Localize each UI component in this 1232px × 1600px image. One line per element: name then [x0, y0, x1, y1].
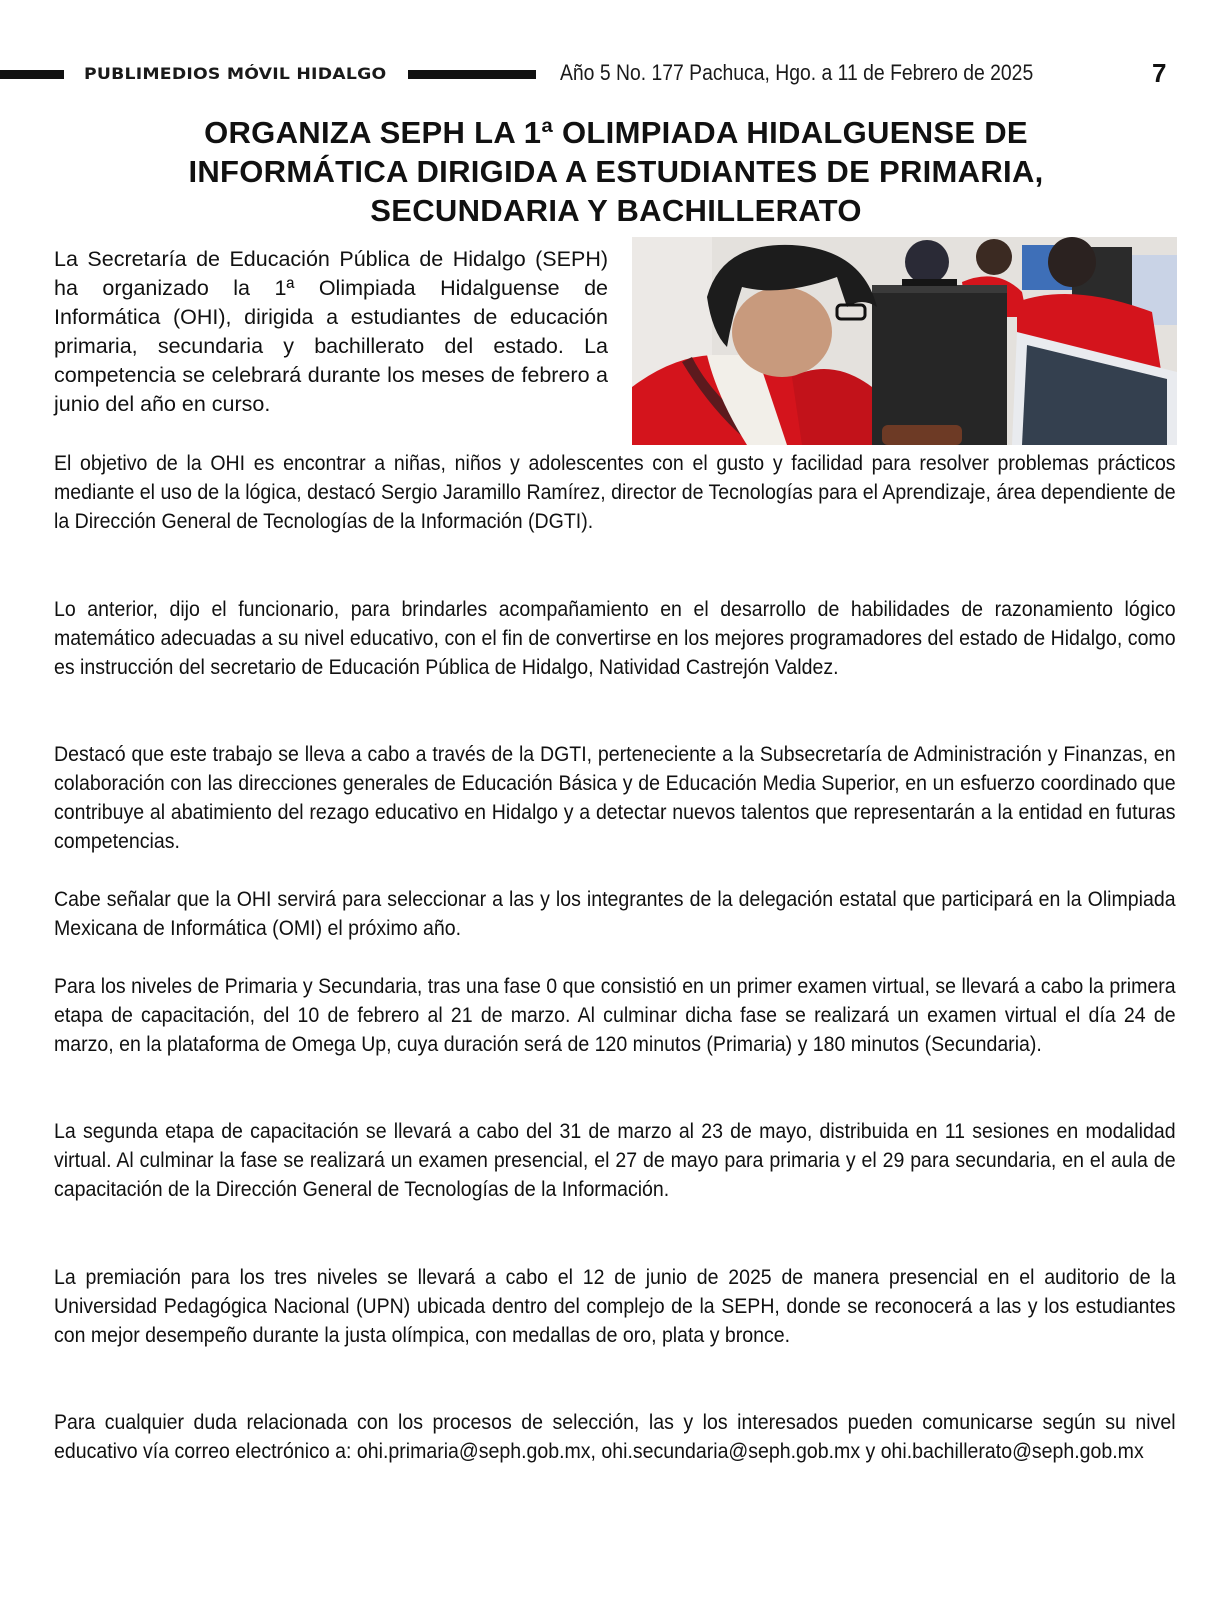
paragraph-8: La premiación para los tres niveles se llevará a cabo el 12 de junio de 2025 de manera presencial en el auditorio de la Universidad Pedagógica Nacional (UPN) ubicada dentro del complejo de la SEPH, donde se reconocerá a las y los estudiantes con mejor desempeño durante la justa olímpica, con medallas de oro, plata y bronce. — [54, 1266, 1176, 1347]
masthead: PUBLIMEDIOS MÓVIL HIDALGO — [84, 64, 387, 83]
paragraph-4: Destacó que este trabajo se lleva a cabo a través de la DGTI, perteneciente a la Subsecretaría de Administración y Finanzas, en colaboración con las direcciones generales de Educación Básica y de Educación Media Superior, en un esfuerzo coordinado que contribuye al abatimiento del rezago educativo en Hidalgo y a detectar nuevos talentos que representarán a la entidad en futuras competencias. — [54, 743, 1176, 853]
paragraph-6: Para los niveles de Primaria y Secundaria, tras una fase 0 que consistió en un primer examen virtual, se llevará a cabo la primera etapa de capacitación, del 10 de febrero al 21 de marzo. Al culminar dicha fase se realizará un examen virtual el día 24 de marzo, en la plataforma de Omega Up, cuya duración será de 120 minutos (Primaria) y 180 minutos (Secundaria). — [54, 975, 1176, 1056]
header-rule-left — [0, 70, 64, 79]
headline: ORGANIZA SEPH LA 1ª OLIMPIADA HIDALGUENSE DE INFORMÁTICA DIRIGIDA A ESTUDIANTES DE PRIMARIA, SECUNDARIA Y BACHILLERATO — [188, 115, 1044, 228]
article-photo — [632, 237, 1177, 445]
students-computer-lab-image — [632, 237, 1177, 445]
paragraph-7: La segunda etapa de capacitación se llevará a cabo del 31 de marzo al 23 de mayo, distribuida en 11 sesiones en modalidad virtual. Al culminar la fase se realizará un examen presencial, el 27 de mayo para primaria y el 29 para secundaria, en el aula de capacitación de la Dirección General de Tecnologías de la Información. — [54, 1120, 1176, 1201]
paragraph-3: Lo anterior, dijo el funcionario, para brindarles acompañamiento en el desarrollo de habilidades de razonamiento lógico matemático adecuadas a su nivel educativo, con el fin de convertirse en los mejores programadores del estado de Hidalgo, como es instrucción del secretario de Educación Pública de Hidalgo, Natividad Castrejón Valdez. — [54, 598, 1176, 679]
issue-line: Año 5 No. 177 Pachuca, Hgo. a 11 de Febrero de 2025 — [560, 60, 1034, 85]
paragraph-5: Cabe señalar que la OHI servirá para seleccionar a las y los integrantes de la delegación estatal que participará en la Olimpiada Mexicana de Informática (OMI) el próximo año. — [54, 888, 1176, 940]
page-number: 7 — [1152, 58, 1167, 88]
paragraph-2: El objetivo de la OHI es encontrar a niñas, niños y adolescentes con el gusto y facilidad para resolver problemas prácticos mediante el uso de la lógica, destacó Sergio Jaramillo Ramírez, director de Tecnologías para el Aprendizaje, área dependiente de la Dirección General de Tecnologías de la Información (DGTI). — [54, 452, 1176, 533]
paragraph-1: La Secretaría de Educación Pública de Hidalgo (SEPH) ha organizado la 1ª Olimpiada Hidalguense de Informática (OHI), dirigida a estudiantes de educación primaria, secundaria y bachillerato del estado. La competencia se celebrará durante los meses de febrero a junio del año en curso. — [54, 247, 608, 416]
header-rule-middle — [408, 70, 536, 79]
paragraph-9-contact: Para cualquier duda relacionada con los procesos de selección, las y los interesados pueden comunicarse según su nivel educativo vía correo electrónico a: ohi.primaria@seph.gob.mx, ohi.secundaria@seph.gob.mx y ohi.bachillerato@seph.gob.mx — [54, 1411, 1176, 1463]
